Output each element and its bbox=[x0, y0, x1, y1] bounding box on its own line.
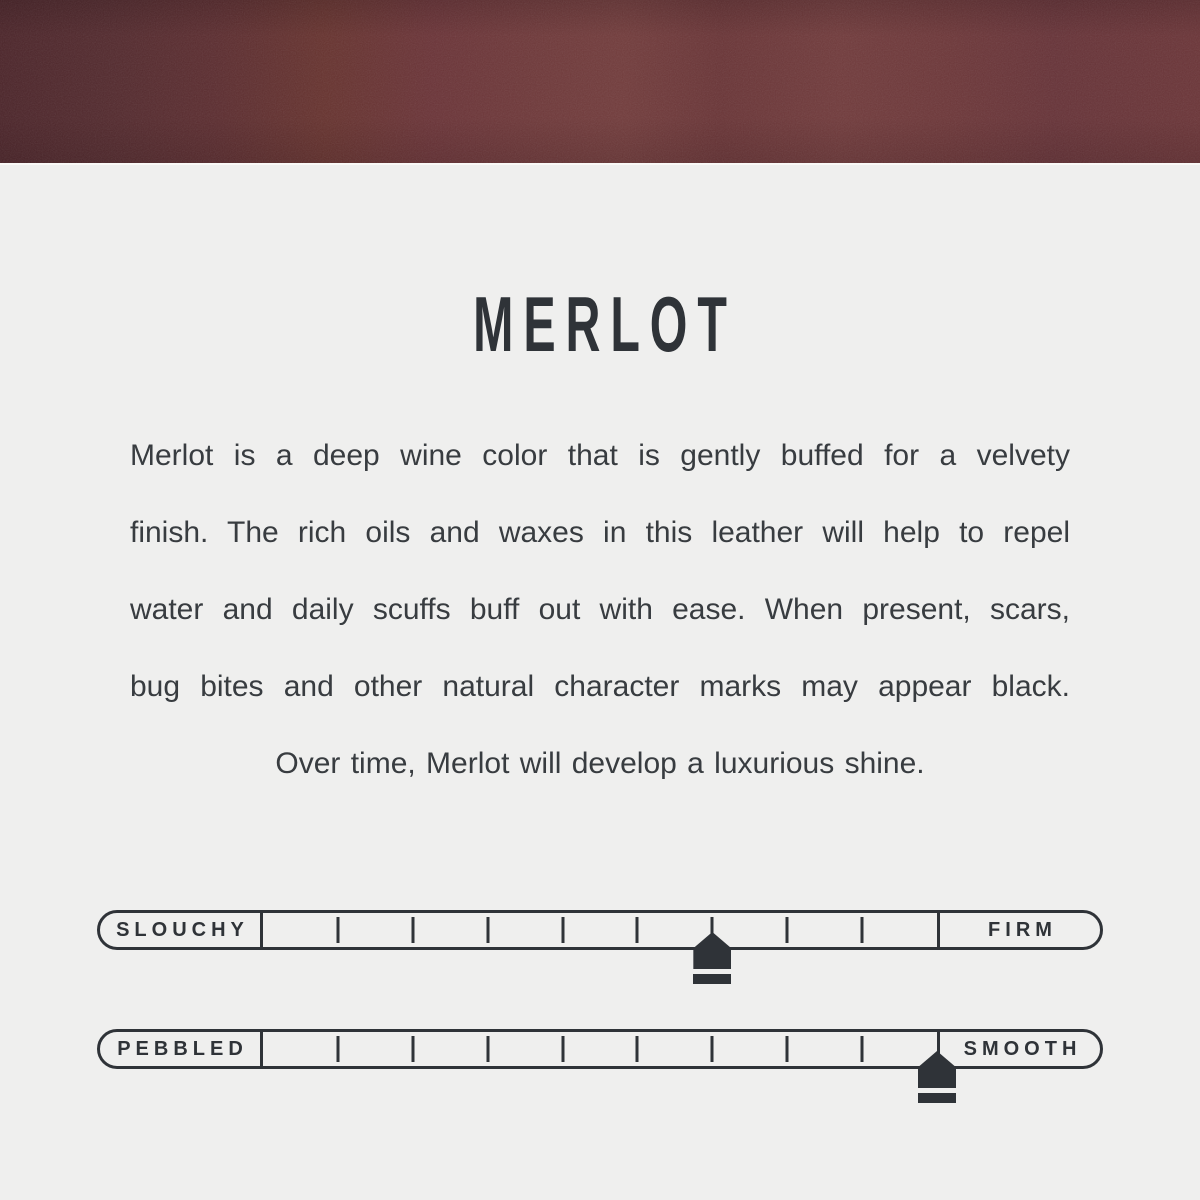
description-line: Merlot is a deep wine color that is gently buffed for a velvety bbox=[130, 439, 1070, 472]
scale-tick bbox=[411, 917, 414, 943]
marker-nib-icon bbox=[693, 932, 731, 969]
scale-right-cap bbox=[937, 913, 1100, 947]
scale-track bbox=[263, 913, 937, 947]
scale-left-cap bbox=[100, 1032, 263, 1066]
scale-left-label: PEBBLED bbox=[117, 1037, 248, 1060]
description-line: Over time, Merlot will develop a luxurious shine. bbox=[275, 747, 925, 780]
description-line: finish. The rich oils and waxes in this leather will help to repel bbox=[130, 516, 1070, 549]
scale-right-cap bbox=[937, 1032, 1100, 1066]
scale-tick bbox=[636, 917, 639, 943]
scale-right-label: FIRM bbox=[988, 918, 1057, 941]
page-title: MERLOT bbox=[473, 280, 737, 368]
description-line: water and daily scuffs buff out with ease. When present, scars, bbox=[130, 593, 1070, 626]
scale-tick bbox=[861, 1036, 864, 1062]
marker-nib-icon bbox=[918, 1051, 956, 1088]
scale-tick bbox=[336, 1036, 339, 1062]
scale-tick bbox=[561, 1036, 564, 1062]
attribute-scales bbox=[97, 910, 1103, 1069]
scale-marker bbox=[693, 932, 731, 984]
scale-tick bbox=[786, 1036, 789, 1062]
scale-tick bbox=[636, 1036, 639, 1062]
marker-base bbox=[693, 974, 731, 984]
leather-swatch-image bbox=[0, 0, 1200, 165]
firmness-scale bbox=[97, 910, 1103, 950]
description-line: bug bites and other natural character marks may appear black. bbox=[130, 670, 1070, 703]
scale-tick bbox=[561, 917, 564, 943]
scale-track bbox=[263, 1032, 937, 1066]
scale-tick bbox=[336, 917, 339, 943]
scale-left-label: SLOUCHY bbox=[116, 918, 249, 941]
scale-right-label: SMOOTH bbox=[963, 1037, 1082, 1060]
scale-tick bbox=[486, 1036, 489, 1062]
scale-tick bbox=[711, 1036, 714, 1062]
scale-tick bbox=[786, 917, 789, 943]
scale-tick bbox=[861, 917, 864, 943]
scale-tick bbox=[486, 917, 489, 943]
scale-marker bbox=[918, 1051, 956, 1103]
marker-base bbox=[918, 1093, 956, 1103]
description bbox=[130, 417, 1070, 802]
texture-scale bbox=[97, 1029, 1103, 1069]
scale-tick bbox=[411, 1036, 414, 1062]
scale-left-cap bbox=[100, 913, 263, 947]
leather-grain-overlay bbox=[0, 0, 1200, 163]
